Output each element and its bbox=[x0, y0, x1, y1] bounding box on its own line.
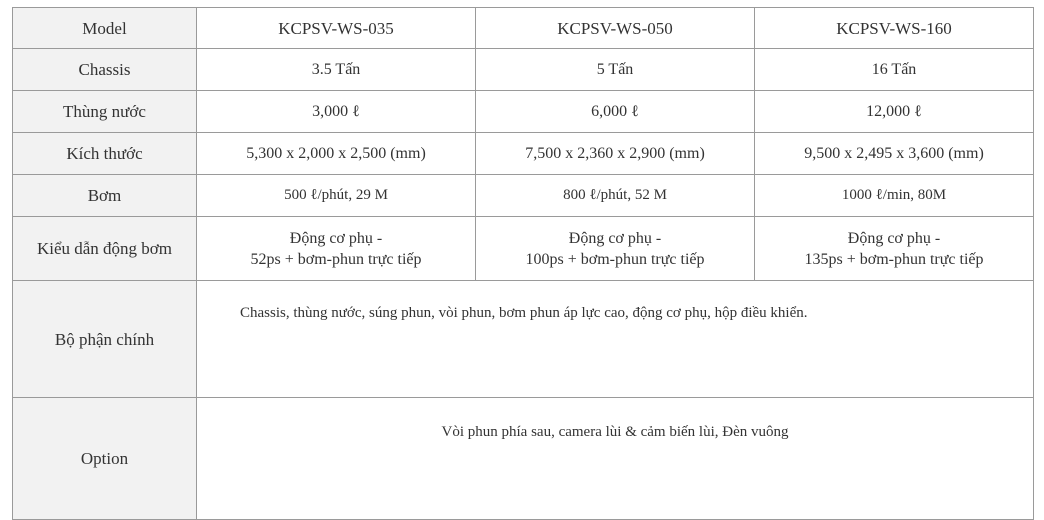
pump-drive-line1: Động cơ phụ - bbox=[568, 229, 662, 247]
pump-drive-line2: 52ps + bơm-phun trực tiếp bbox=[250, 250, 422, 268]
row-dimensions bbox=[13, 133, 1034, 175]
pump-drive-line2: 100ps + bơm-phun trực tiếp bbox=[525, 250, 705, 268]
chassis-value-160: 16 Tấn bbox=[755, 49, 1034, 91]
row-option bbox=[13, 398, 1034, 520]
dimensions-value-160: 9,500 x 2,495 x 3,600 (mm) bbox=[755, 133, 1034, 175]
model-label: Model bbox=[13, 8, 197, 49]
dimensions-value-050: 7,500 x 2,360 x 2,900 (mm) bbox=[476, 133, 755, 175]
pump-label: Bơm bbox=[13, 175, 197, 217]
pump-drive-value-050 bbox=[476, 217, 755, 281]
dimensions-label: Kích thước bbox=[13, 133, 197, 175]
pump-drive-value-035 bbox=[197, 217, 476, 281]
row-tank bbox=[13, 91, 1034, 133]
pump-value-160: 1000 ℓ/min, 80M bbox=[755, 175, 1034, 217]
row-pump bbox=[13, 175, 1034, 217]
row-pump-drive bbox=[13, 217, 1034, 281]
pump-drive-value-160 bbox=[755, 217, 1034, 281]
row-model bbox=[13, 8, 1034, 49]
pump-value-050: 800 ℓ/phút, 52 M bbox=[476, 175, 755, 217]
pump-drive-line1: Động cơ phụ - bbox=[847, 229, 941, 247]
pump-drive-label: Kiểu dẫn động bơm bbox=[13, 217, 197, 281]
main-parts-value: Chassis, thùng nước, súng phun, vòi phun, bơm phun áp lực cao, động cơ phụ, hộp điều khiển. bbox=[197, 281, 1034, 398]
tank-value-035: 3,000 ℓ bbox=[197, 91, 476, 133]
chassis-value-035: 3.5 Tấn bbox=[197, 49, 476, 91]
model-name-035: KCPSV-WS-035 bbox=[197, 8, 476, 49]
model-name-050: KCPSV-WS-050 bbox=[476, 8, 755, 49]
pump-drive-line2: 135ps + bơm-phun trực tiếp bbox=[804, 250, 984, 268]
tank-value-050: 6,000 ℓ bbox=[476, 91, 755, 133]
option-value: Vòi phun phía sau, camera lùi & cảm biến lùi, Đèn vuông bbox=[197, 398, 1034, 520]
main-parts-label: Bộ phận chính bbox=[13, 281, 197, 398]
row-main-parts bbox=[13, 281, 1034, 398]
spec-table bbox=[12, 7, 1034, 520]
row-chassis bbox=[13, 49, 1034, 91]
option-label: Option bbox=[13, 398, 197, 520]
tank-value-160: 12,000 ℓ bbox=[755, 91, 1034, 133]
chassis-label: Chassis bbox=[13, 49, 197, 91]
model-name-160: KCPSV-WS-160 bbox=[755, 8, 1034, 49]
tank-label: Thùng nước bbox=[13, 91, 197, 133]
pump-value-035: 500 ℓ/phút, 29 M bbox=[197, 175, 476, 217]
pump-drive-line1: Động cơ phụ - bbox=[289, 229, 383, 247]
chassis-value-050: 5 Tấn bbox=[476, 49, 755, 91]
dimensions-value-035: 5,300 x 2,000 x 2,500 (mm) bbox=[197, 133, 476, 175]
